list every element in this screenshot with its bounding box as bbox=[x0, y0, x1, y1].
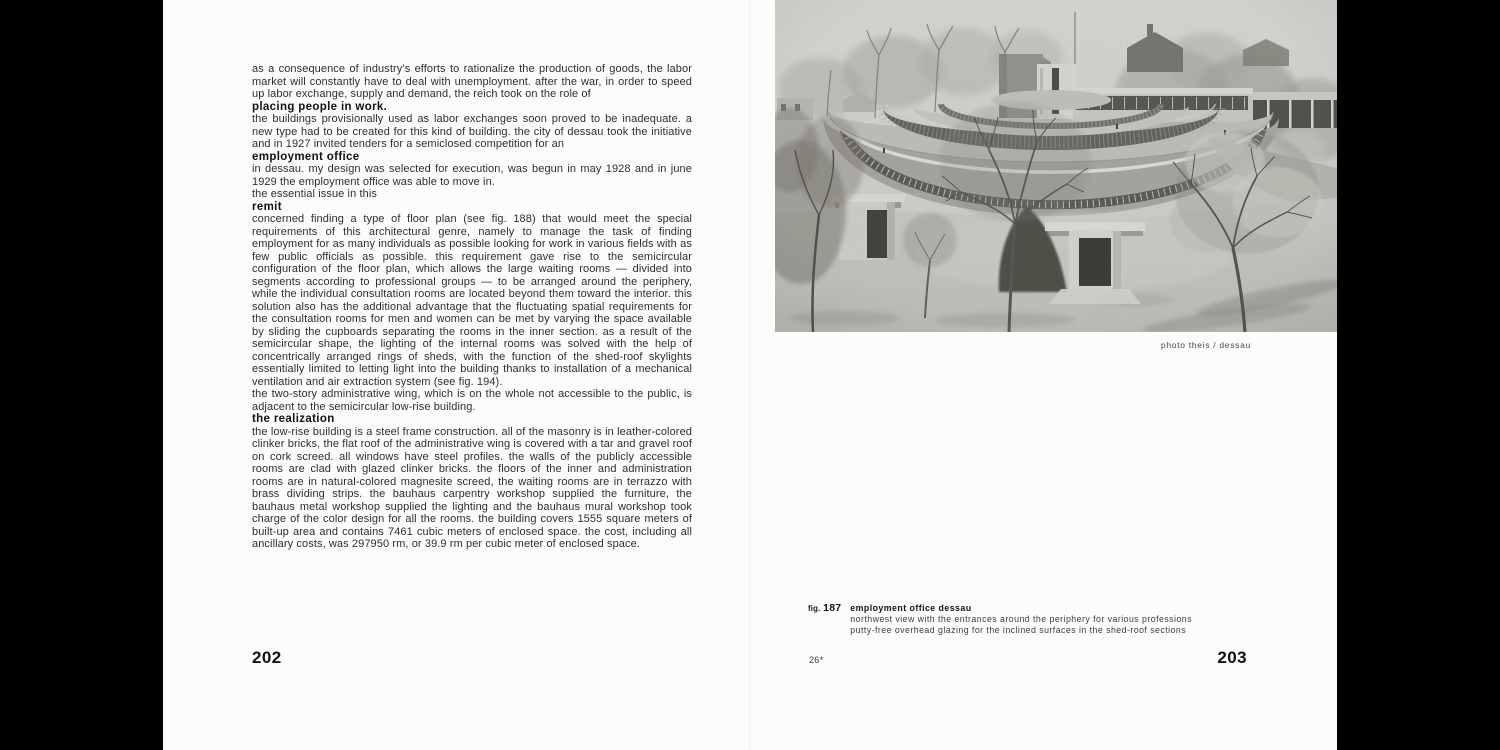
left-page-body-text bbox=[252, 63, 692, 551]
figure-label bbox=[808, 603, 841, 614]
figure-caption-line-1: northwest view with the entrances around the periphery for various professions bbox=[850, 614, 1192, 624]
figure-caption bbox=[808, 603, 1278, 636]
figure-label-prefix: fig. bbox=[808, 604, 821, 613]
photo-credit: photo theis / dessau bbox=[1160, 340, 1251, 350]
building-photo-illustration bbox=[775, 0, 1337, 332]
paragraph-remit: concerned finding a type of floor plan (see fig. 188) that would meet the special requirements of this architectural genre, namely to manage the task of finding employment for as many individuals as possible looking for work in various fields with as few public officials as possible. this requirement gave rise to the semicircular configuration of the floor plan, which allows the large waiting rooms — divided into segments according to professional groups — to be arranged around the periphery, while the individual consultation rooms are located beyond them toward the interior. this solution also has the additional advantage that the fluctuating spatial requirements for the consultation rooms for men and women can be met by varying the space available by sliding the cupboards separating the rooms in the inner section. as a result of the semicircular shape, the lighting of the internal rooms was solved with the help of concentrically arranged rings of sheds, with the function of the shed-roof skylights essentially limited to letting light into the building thanks to installation of a mechanical ventilation and air extraction system (see fig. 194). bbox=[252, 213, 692, 388]
paragraph-realization: the low-rise building is a steel frame construction. all of the masonry is in leather-colored clinker bricks, the flat roof of the administrative wing is covered with a tar and gravel roof on cork screed. all windows have steel profiles. the walls of the publicly accessible rooms are clad with glazed clinker bricks. the floors of the inner and administration rooms are in natural-colored magnesite screed, the waiting rooms are in terrazzo with brass dividing strips. the bauhaus carpentry workshop supplied the furniture, the bauhaus metal workshop supplied the lighting and the bauhaus mural workshop took charge of the color design for all the rooms. the building covers 1555 square meters of built-up area and contains 7461 cubic meters of enclosed space. the cost, including all ancillary costs, was 297950 rm, or 39.9 rm per cubic meter of enclosed space. bbox=[252, 425, 692, 550]
heading-realization: the realization bbox=[252, 413, 335, 425]
paragraph-intro: as a consequence of industry’s efforts to rationalize the production of goods, the labor market will constantly have to deal with unemployment. after the war, in order to speed up labor exchange, supply and demand, the reich took on the role of bbox=[252, 63, 692, 100]
figure-caption-line-2: putty-free overhead glazing for the inclined surfaces in the shed-roof sections bbox=[850, 625, 1187, 635]
page-number-right: 203 bbox=[1217, 648, 1247, 667]
page-number-left: 202 bbox=[252, 648, 282, 667]
heading-placing-people: placing people in work. bbox=[252, 100, 388, 113]
figure-label-number: 187 bbox=[823, 602, 842, 614]
heading-employment-office: employment office bbox=[252, 150, 360, 163]
footnote-mark: 26* bbox=[809, 655, 824, 665]
heading-remit: remit bbox=[252, 200, 282, 213]
paragraph-admin-wing: the two-story administrative wing, which is on the whole not accessible to the public, is adjacent to the semicircular low-rise building. bbox=[252, 388, 692, 413]
book-spread bbox=[163, 0, 1337, 750]
paragraph-essential-issue: the essential issue in this bbox=[252, 188, 377, 200]
page-gutter bbox=[748, 0, 752, 750]
figure-photo-employment-office bbox=[775, 0, 1337, 332]
figure-title: employment office dessau bbox=[850, 603, 972, 613]
paragraph-dessau: in dessau. my design was selected for execution, was begun in may 1928 and in june 1929 the employment office was able to move in. bbox=[252, 163, 692, 188]
paragraph-buildings: the buildings provisionally used as labor exchanges soon proved to be inadequate. a new type had to be created for this kind of building. the city of dessau took the initiative and in 1927 invited tenders for a semiclosed competition for an bbox=[252, 113, 692, 150]
figure-caption-text bbox=[850, 603, 1192, 636]
